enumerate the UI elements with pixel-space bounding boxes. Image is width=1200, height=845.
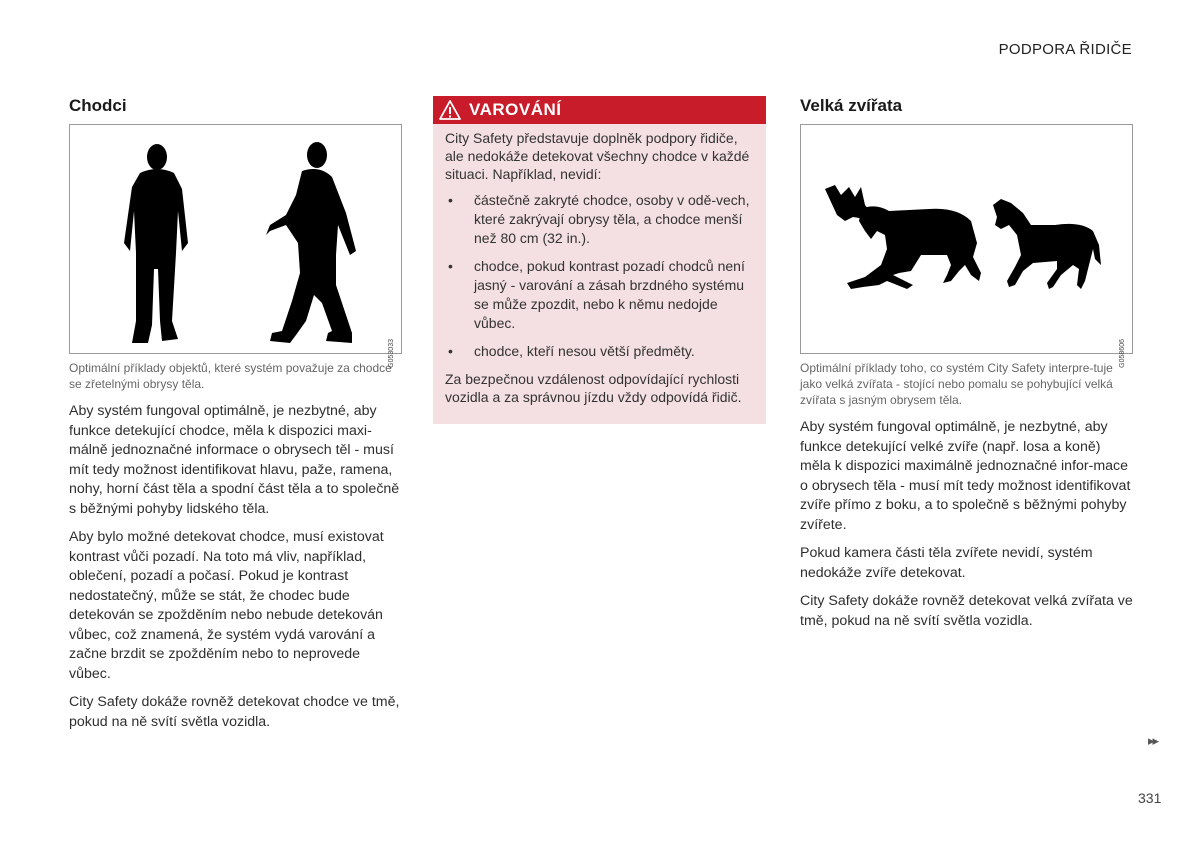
paragraph: City Safety dokáže rovněž detekovat chodce ve tmě, pokud na ně svítí světla vozidla. — [69, 694, 400, 730]
paragraph: Pokud kamera části těla zvířete nevidí, systém nedokáže zvíře detekovat. — [800, 545, 1093, 581]
moose-horse-silhouettes-image — [801, 125, 1132, 353]
paragraph: Aby bylo možné detekovat chodce, musí existovat kontrast vůči pozadí. Na toto má vliv, například, oblečení, pozadí a počasí. Pokud je kontrast nedostatečný, může se stát, že chodec bude detekován se zpožděním nebo nebude detekován vůbec, což znamená, že systém vydá varování a začne brzdit se zpožděním nebo to neprovede vůbec. — [69, 529, 384, 682]
pedestrians-heading: Chodci — [69, 96, 127, 115]
pedestrians-caption: Optimální příklady objektů, které systém považuje za chodce se zřetelnými obrysy těla. — [69, 361, 392, 391]
warning-triangle-icon — [439, 100, 461, 120]
warning-list — [445, 191, 754, 361]
pedestrians-column — [69, 96, 402, 741]
warning-intro: City Safety představuje doplněk podpory řidiče, ale nedokáže detekovat všechny chodce v každé situaci. Například, nevidí: — [445, 130, 750, 182]
paragraph: City Safety dokáže rovněž detekovat velká zvířata ve tmě, pokud na ně svítí světla vozidla. — [800, 593, 1133, 629]
warning-header — [433, 96, 766, 124]
large-animals-figure — [800, 124, 1133, 368]
warning-title: VAROVÁNÍ — [469, 100, 562, 119]
list-item: • chodce, pokud kontrast pozadí chodců není jasný - varování a zásah brzdného systému se může zpozdit, nebo k němu nedojde vůbec. — [448, 258, 745, 331]
list-item: • chodce, kteří nesou větší předměty. — [448, 343, 695, 359]
pedestrians-figure — [69, 124, 402, 368]
large-animals-column — [800, 96, 1133, 640]
next-page-arrows-icon: ▸▸ — [1148, 733, 1158, 748]
figure-code: G053033 — [388, 339, 395, 368]
pedestrian-silhouettes-image — [70, 125, 401, 353]
warning-outro: Za bezpečnou vzdálenost odpovídající rychlosti vozidla a za správnou jízdu vždy odpovídá řidič. — [445, 371, 742, 405]
figure-code: G058606 — [1119, 339, 1126, 368]
warning-column — [433, 96, 766, 424]
large-animals-heading: Velká zvířata — [800, 96, 903, 115]
large-animals-caption: Optimální příklady toho, co systém City Safety interpre-tuje jako velká zvířata - stojící nebo pomalu se pohybující velká zvířata s jasným obrysem těla. — [800, 361, 1113, 407]
paragraph: Aby systém fungoval optimálně, je nezbytné, aby funkce detekující chodce, měla k dispozici maxi-málně jednoznačné informace o obrysech těl - musí mít tedy možnost identifikovat hlavu, paže, ramena, nohy, horní část těla a spodní část těla a to společně s běžnými pohyby lidského těla. — [69, 403, 400, 517]
section-title: PODPORA ŘIDIČE — [998, 41, 1132, 58]
list-item: • částečně zakryté chodce, osoby v odě-vech, které zakrývají obrysy těla, a chodce menší než 80 cm (32 in.). — [448, 192, 750, 246]
paragraph: Aby systém fungoval optimálně, je nezbytné, aby funkce detekující velké zvíře (např. losa a koně) měla k dispozici maximálně jednoznačné infor-mace o obrysech těla - musí mít tedy možnost identifikovat zvíře přímo z boku, a to společně s běžnými pohyby zvířete. — [800, 419, 1131, 533]
warning-box — [433, 96, 766, 424]
page-number: 331 — [1138, 790, 1162, 806]
